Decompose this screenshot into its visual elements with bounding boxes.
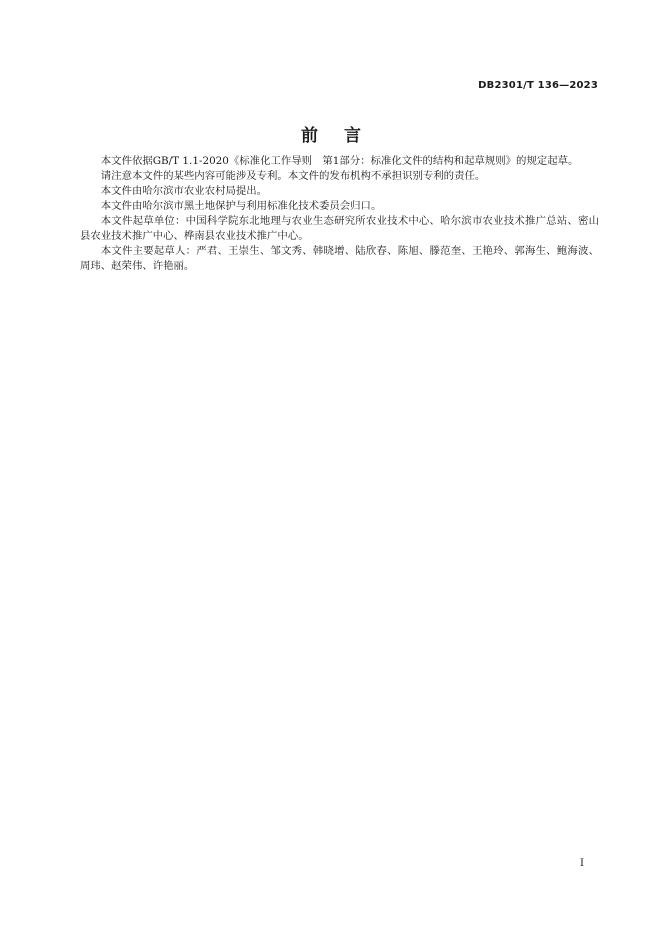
paragraph-basis: 本文件依据GB/T 1.1-2020《标准化工作导则 第1部分：标准化文件的结构和起草规则》的规定起草。 [100, 155, 579, 167]
page-number: I [580, 858, 584, 869]
paragraph-drafters: 本文件主要起草人：严君、王崇生、邹文秀、韩晓增、陆欣春、陈旭、滕范奎、王艳玲、郭海生、鲍海波、周玮、赵荣伟、许艳丽。 [80, 245, 599, 272]
paragraph-drafting-units: 本文件起草单位：中国科学院东北地理与农业生态研究所农业技术中心、哈尔滨市农业技术推广总站、密山县农业技术推广中心、桦南县农业技术推广中心。 [80, 215, 599, 242]
document-code: DB2301/T 136—2023 [478, 80, 598, 91]
page-title: 前言 [301, 126, 387, 146]
paragraph-under-jurisdiction: 本文件由哈尔滨市黑土地保护与利用标准化技术委员会归口。 [100, 200, 382, 212]
paragraph-patent-notice: 请注意本文件的某些内容可能涉及专利。本文件的发布机构不承担识别专利的责任。 [100, 170, 486, 182]
foreword-body [80, 154, 599, 274]
paragraph-proposed-by: 本文件由哈尔滨市农业农村局提出。 [100, 185, 268, 197]
